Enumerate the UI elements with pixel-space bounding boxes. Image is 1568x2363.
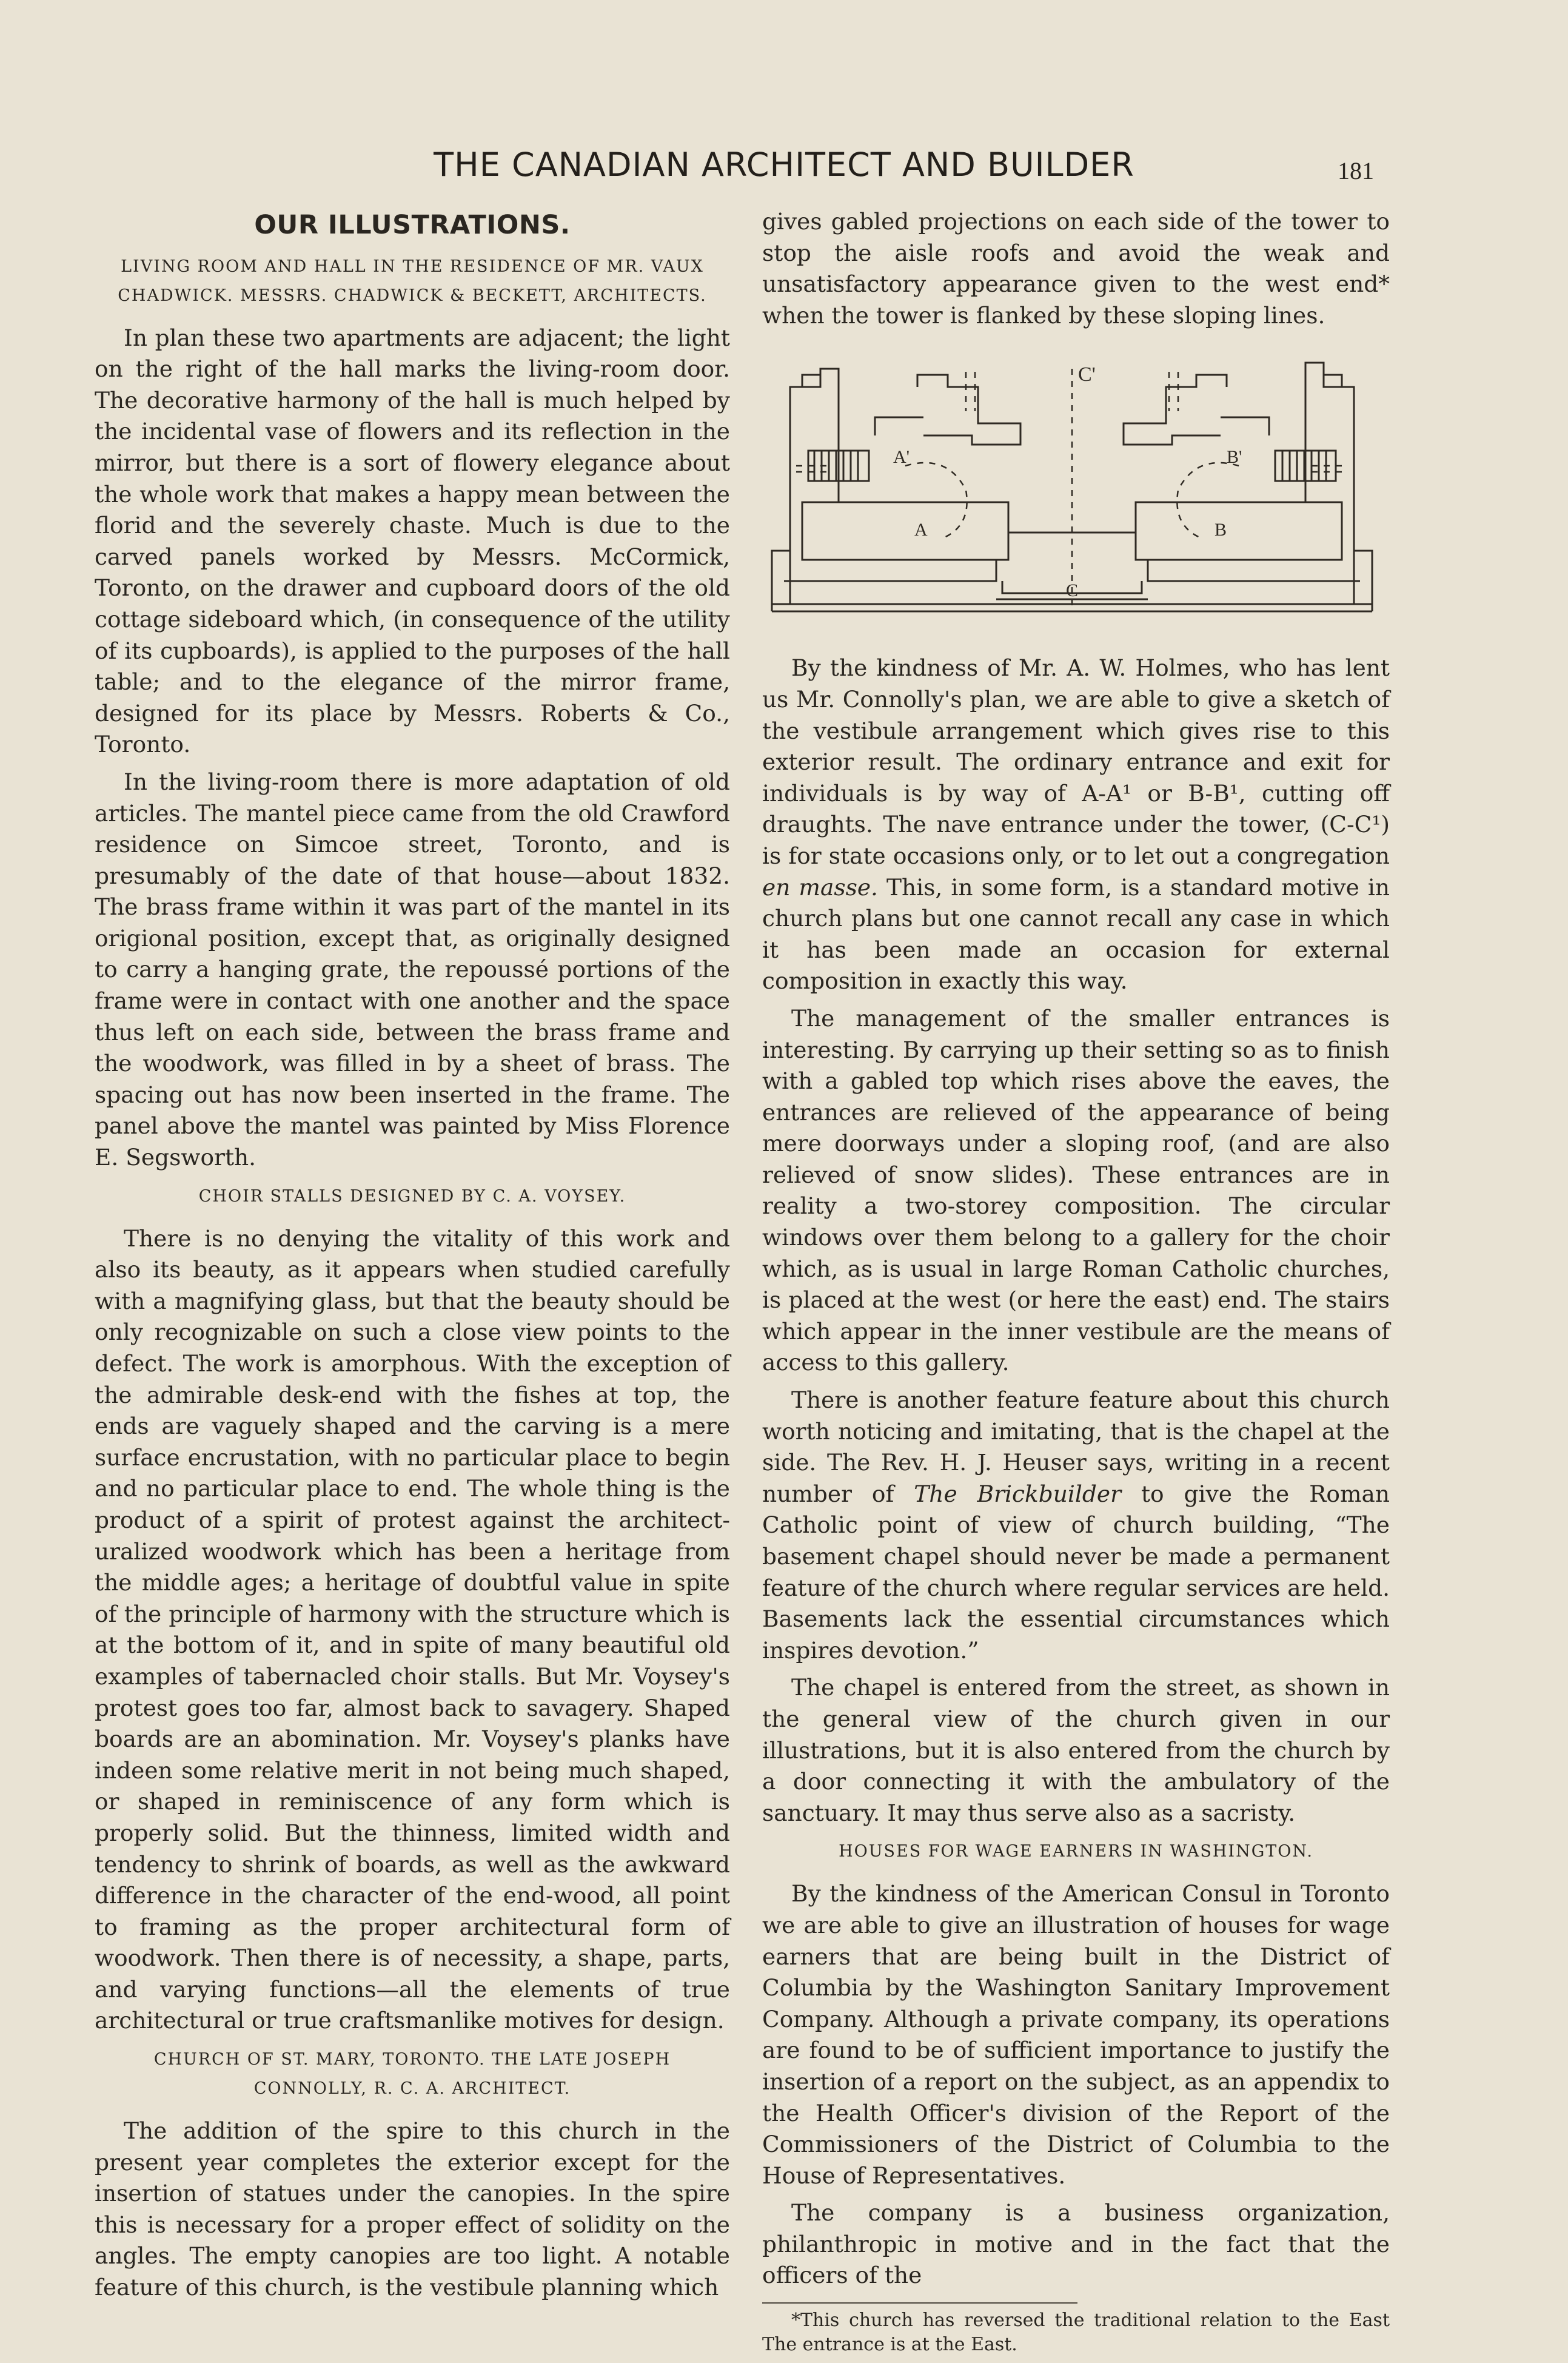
paragraph: The chapel is entered from the street, as shown in the general view of the church given in our illustrations, but it is also entered from the church by a door connecting it with the ambulatory of the sanctuary. It may thus serve also as a sacristy. xyxy=(762,1674,1390,1826)
subheading-choir-stalls: CHOIR STALLS DESIGNED BY C. A. VOYSEY. xyxy=(198,1186,626,1206)
label-b-prime: B' xyxy=(1227,447,1242,468)
vestibule-plan-figure xyxy=(766,351,1378,636)
paragraph: In plan these two apartments are adjacent; the light on the right of the hall marks the living-room door. The decorative harmony of the hall is much helped by the incidental vase of flowers and its reflection in the mirror, but there is a sort of flowery elegance about the whole work that makes a happy mean between the florid and the severely chaste. Much is due to the carved panels worked by Messrs. McCormick, Toronto, on the drawer and cupboard doors of the old cottage sideboard which, (in consequence of the utility of its cupboards), is applied to the purposes of the hall table; and to the elegance of the mirror frame, designed for its place by Messrs. Roberts & Co., Toronto. xyxy=(95,324,730,758)
label-b: B xyxy=(1215,520,1227,540)
paragraph: There is no denying the vitality of this work and also its beauty, as it appears when studied carefully with a magnifying glass, but that the beauty should be only recognizable on such a close view points to the defect. The work is amorphous. With the exception of the admirable desk-end with the fishes at top, the ends are vaguely shaped and the carving is a mere surface encrustation, with no particular place to begin and no particular place to end. The whole thing is the product of a spirit of protest against the architect-uralized woodwork which has been a heritage from the middle ages; a heritage of doubtful value in spite of the principle of harmony with the structure which is at the bottom of it, and in spite of many beautiful old examples of tabernacled choir stalls. But Mr. Voysey's protest goes too far, almost back to savagery. Shaped boards are an abomination. Mr. Voysey's planks have indeen some relative merit in not being much shaped, or shaped in reminiscence of any form which is properly solid. But the thinness, limited width and tendency to shrink of boards, as well as the awkward difference in the character of the end-wood, all point to framing as the proper architectural form of woodwork. Then there is of necessity, a shape, parts, and varying functions—all the elements of true architectural or true craftsmanlike motives for design. xyxy=(95,1225,730,2034)
paragraph: The addition of the spire to this church in the present year completes the exterior except for the insertion of statues under the canopies. In the spire this is necessary for a proper effect of solidity on the angles. The empty canopies are too light. A notable feature of this church, is the vestibule planning which xyxy=(95,2117,730,2301)
paragraph: The company is a business organization, philanthropic in motive and in the fact that the officers of the xyxy=(762,2199,1390,2289)
running-head: THE CANADIAN ARCHITECT AND BUILDER xyxy=(434,146,1134,184)
paragraph: In the living-room there is more adaptation of old articles. The mantel piece came from the old Crawford residence on Simcoe street, Toronto, and is presumably of the date of that house—about 1832. The brass frame within it was part of the mantel in its origional position, except that, as originally designed to carry a hanging grate, the repoussé portions of the frame were in contact with one another and the space thus left on each side, between the brass frame and the woodwork, was filled in by a sheet of brass. The spacing out has now been inserted in the frame. The panel above the mantel was painted by Miss Florence E. Segsworth. xyxy=(95,768,730,1171)
subheading-church-st-mary: CHURCH OF ST. MARY, TORONTO. THE LATE JOSEPH CONNOLLY, R. C. A. ARCHITECT. xyxy=(153,2050,671,2099)
paragraph-text: to give the Roman Catholic point of view of church building, “The basement chapel should never be made a permanent feature of the church where regular services are held. Basements lack the essential circumstances which inspires devotion.” xyxy=(762,1480,1390,1664)
subheading-living-room: LIVING ROOM AND HALL IN THE RESIDENCE OF MR. VAUX CHADWICK. MESSRS. CHADWICK & BECKETT, ARCHITECTS. xyxy=(118,257,707,305)
paragraph: gives gabled projections on each side of the tower to stop the aisle roofs and avoid the weak and unsatisfactory appearance given to the west end* when the tower is flanked by these sloping lines. xyxy=(762,208,1390,329)
page-number: 181 xyxy=(1338,157,1374,184)
label-a: A xyxy=(914,520,928,540)
paragraph: By the kindness of the American Consul in Toronto we are able to give an illustration of houses for wage earners that are being built in the District of Columbia by the Washington Sanitary Improvement Company. Although a private company, its operations are found to be of sufficient importance to justify the insertion of a report on the subject, as an appendix to the Health Officer's division of the Report of the Commissioners of the District of Columbia to the House of Representatives. xyxy=(762,1880,1390,2189)
footnote-rule xyxy=(762,2302,1077,2304)
paragraph-text: By the kindness of Mr. A. W. Holmes, who has lent us Mr. Connolly's plan, we are able to give a sketch of the vestibule arrangement which gives rise to this exterior result. The ordinary entrance and exit for individuals is by way of A-A¹ or B-B¹, cutting off draughts. The nave entrance under the tower, (C-C¹) is for state occasions only, or to let out a congregation xyxy=(762,654,1390,869)
left-column xyxy=(95,206,730,2310)
italic-title: The Brickbuilder xyxy=(914,1480,1122,1507)
paragraph xyxy=(762,1385,1390,1666)
italic-phrase: en masse. xyxy=(762,873,878,901)
footnote: *This church has reversed the traditional relation to the East The entrance is at the East. xyxy=(762,2310,1390,2356)
paragraph: The management of the smaller entrances is interesting. By carrying up their setting so as to finish with a gabled top which rises above the eaves, the entrances are relieved of the appearance of being mere doorways under a sloping roof, (and are also relieved of snow slides). These entrances are in reality a two-storey composition. The circular windows over them belong to a gallery for the choir which, as is usual in large Roman Catholic churches, is placed at the west (or here the east) end. The stairs which appear in the inner vestibule are the means of access to this gallery. xyxy=(762,1004,1390,1376)
vestibule-plan-drawing xyxy=(766,351,1378,636)
subheading-houses: HOUSES FOR WAGE EARNERS IN WASHINGTON. xyxy=(839,1842,1313,1861)
paragraph-text: There is another feature feature about this church worth noticing and imitating, that is the chapel at the side. The Rev. H. J. Heuser says, writing in a recent number of xyxy=(762,1387,1390,1507)
label-a-prime: A' xyxy=(893,447,910,468)
section-heading: OUR ILLUSTRATIONS. xyxy=(254,210,571,240)
paragraph-text: This, in some form, is a standard motive in church plans but one cannot recall any case in which it has been made an occasion for external composition in exactly this way. xyxy=(762,873,1390,995)
right-column xyxy=(762,206,1390,2363)
paragraph xyxy=(762,653,1390,997)
label-c-prime: C' xyxy=(1078,363,1096,386)
label-c: C xyxy=(1066,580,1079,601)
